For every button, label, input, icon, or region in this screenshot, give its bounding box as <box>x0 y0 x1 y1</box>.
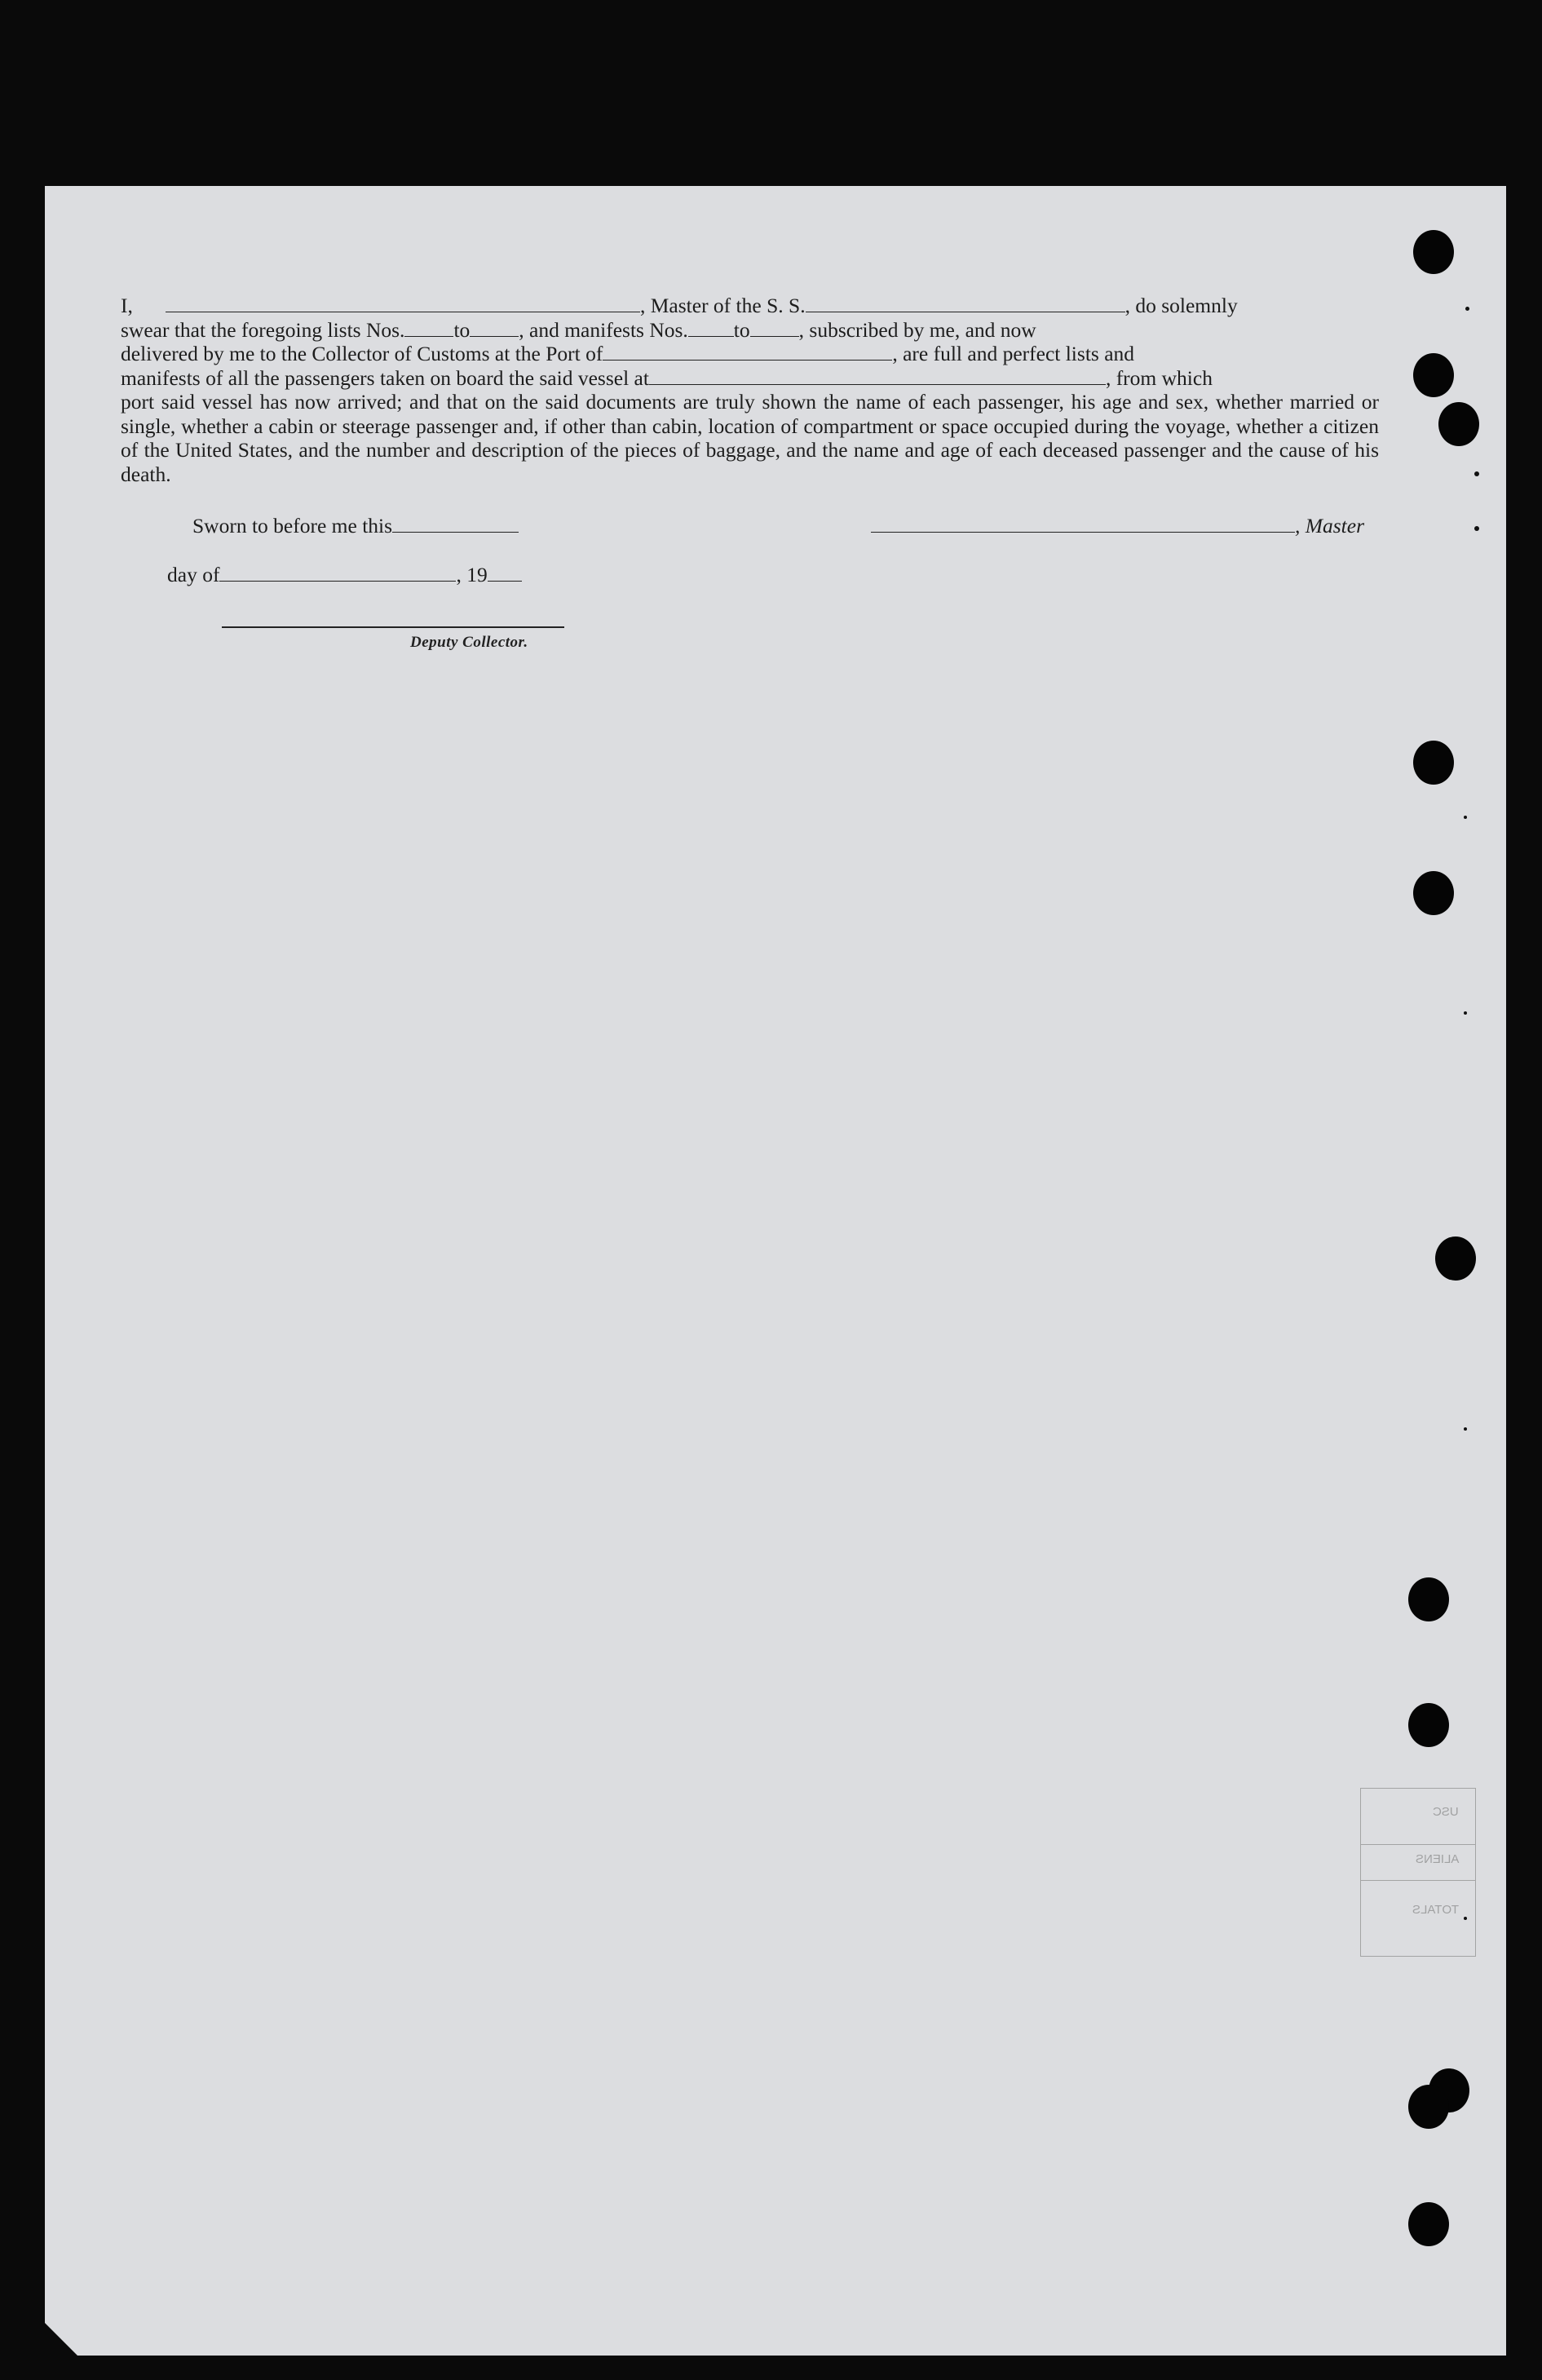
punch-hole-3 <box>1438 402 1479 446</box>
and-manifests-label: , and manifests Nos. <box>519 317 688 342</box>
subscribed-label: , subscribed by me, and now <box>798 317 1036 342</box>
punch-hole-2 <box>1413 353 1454 397</box>
full-perfect-label: , are full and perfect lists and <box>892 342 1135 365</box>
stamp-text-1: USC <box>1433 1805 1459 1819</box>
sworn-label: Sworn to before me this <box>192 514 393 537</box>
speck <box>1464 816 1467 819</box>
punch-hole-1 <box>1413 230 1454 274</box>
master-of-label: , Master of the S. S. <box>640 294 806 317</box>
day-of-line <box>167 563 522 587</box>
list-from-blank <box>404 320 453 337</box>
oath-body: port said vessel has now arrived; and that on the said documents are truly shown the name of each passenger, his age and sex, whether married or single, whether a cabin or steerage passenger and, if other than cabin, location of compartment or space occupied during the voyage, whether a citizen of the United States, and the number and description of the pieces of baggage, and the name and age of each deceased passenger and the cause of his death. <box>121 390 1379 486</box>
speck <box>1465 307 1469 311</box>
master-signature-blank <box>871 515 1295 533</box>
punch-hole-6 <box>1435 1236 1476 1281</box>
speck <box>1464 1427 1467 1431</box>
master-label: , Master <box>1295 514 1364 537</box>
port-blank <box>603 343 892 361</box>
stamp-text-2: ALIENS <box>1415 1852 1459 1866</box>
deputy-collector-label: Deputy Collector. <box>410 634 528 651</box>
speck <box>1474 471 1479 476</box>
punch-hole-4 <box>1413 741 1454 785</box>
speck <box>1464 1011 1467 1015</box>
manifest-from-blank <box>688 320 734 337</box>
speck <box>1464 1917 1467 1920</box>
stamp-text-3: TOTALS <box>1412 1903 1459 1917</box>
sworn-day-blank <box>392 515 519 533</box>
ship-name-blank <box>806 295 1125 312</box>
punch-hole-7 <box>1408 1577 1449 1621</box>
master-signature-line <box>871 514 1364 538</box>
document-page <box>45 186 1506 2356</box>
from-which-label: , from which <box>1105 365 1213 390</box>
departure-port-blank <box>649 368 1106 385</box>
manifest-to-blank <box>750 320 799 337</box>
speck <box>1474 526 1479 531</box>
stamp-divider-1 <box>1361 1844 1475 1845</box>
year-blank <box>488 564 522 582</box>
list-to-blank <box>470 320 519 337</box>
to-label-1: to <box>453 317 471 342</box>
punch-hole-10 <box>1408 2085 1449 2129</box>
oath-i: I, <box>121 294 133 317</box>
punch-hole-11 <box>1408 2202 1449 2246</box>
sworn-line <box>192 514 519 538</box>
to-label-2: to <box>733 317 750 342</box>
day-of-label: day of <box>167 563 220 586</box>
punch-hole-5 <box>1413 871 1454 915</box>
swear-label: swear that the foregoing lists Nos. <box>121 317 405 342</box>
stamp-box <box>1360 1788 1476 1957</box>
manifests-all-label: manifests of all the passengers taken on board the said vessel at <box>121 365 649 390</box>
delivered-label: delivered by me to the Collector of Customs at the Port of <box>121 342 603 365</box>
year-label: , 19 <box>456 563 488 586</box>
punch-hole-8 <box>1408 1703 1449 1747</box>
oath-text <box>121 294 1379 486</box>
do-solemnly-label: , do solemnly <box>1124 294 1238 317</box>
deputy-signature-line <box>222 626 564 628</box>
master-name-blank <box>166 295 640 312</box>
month-blank <box>219 564 456 582</box>
stamp-divider-2 <box>1361 1880 1475 1881</box>
